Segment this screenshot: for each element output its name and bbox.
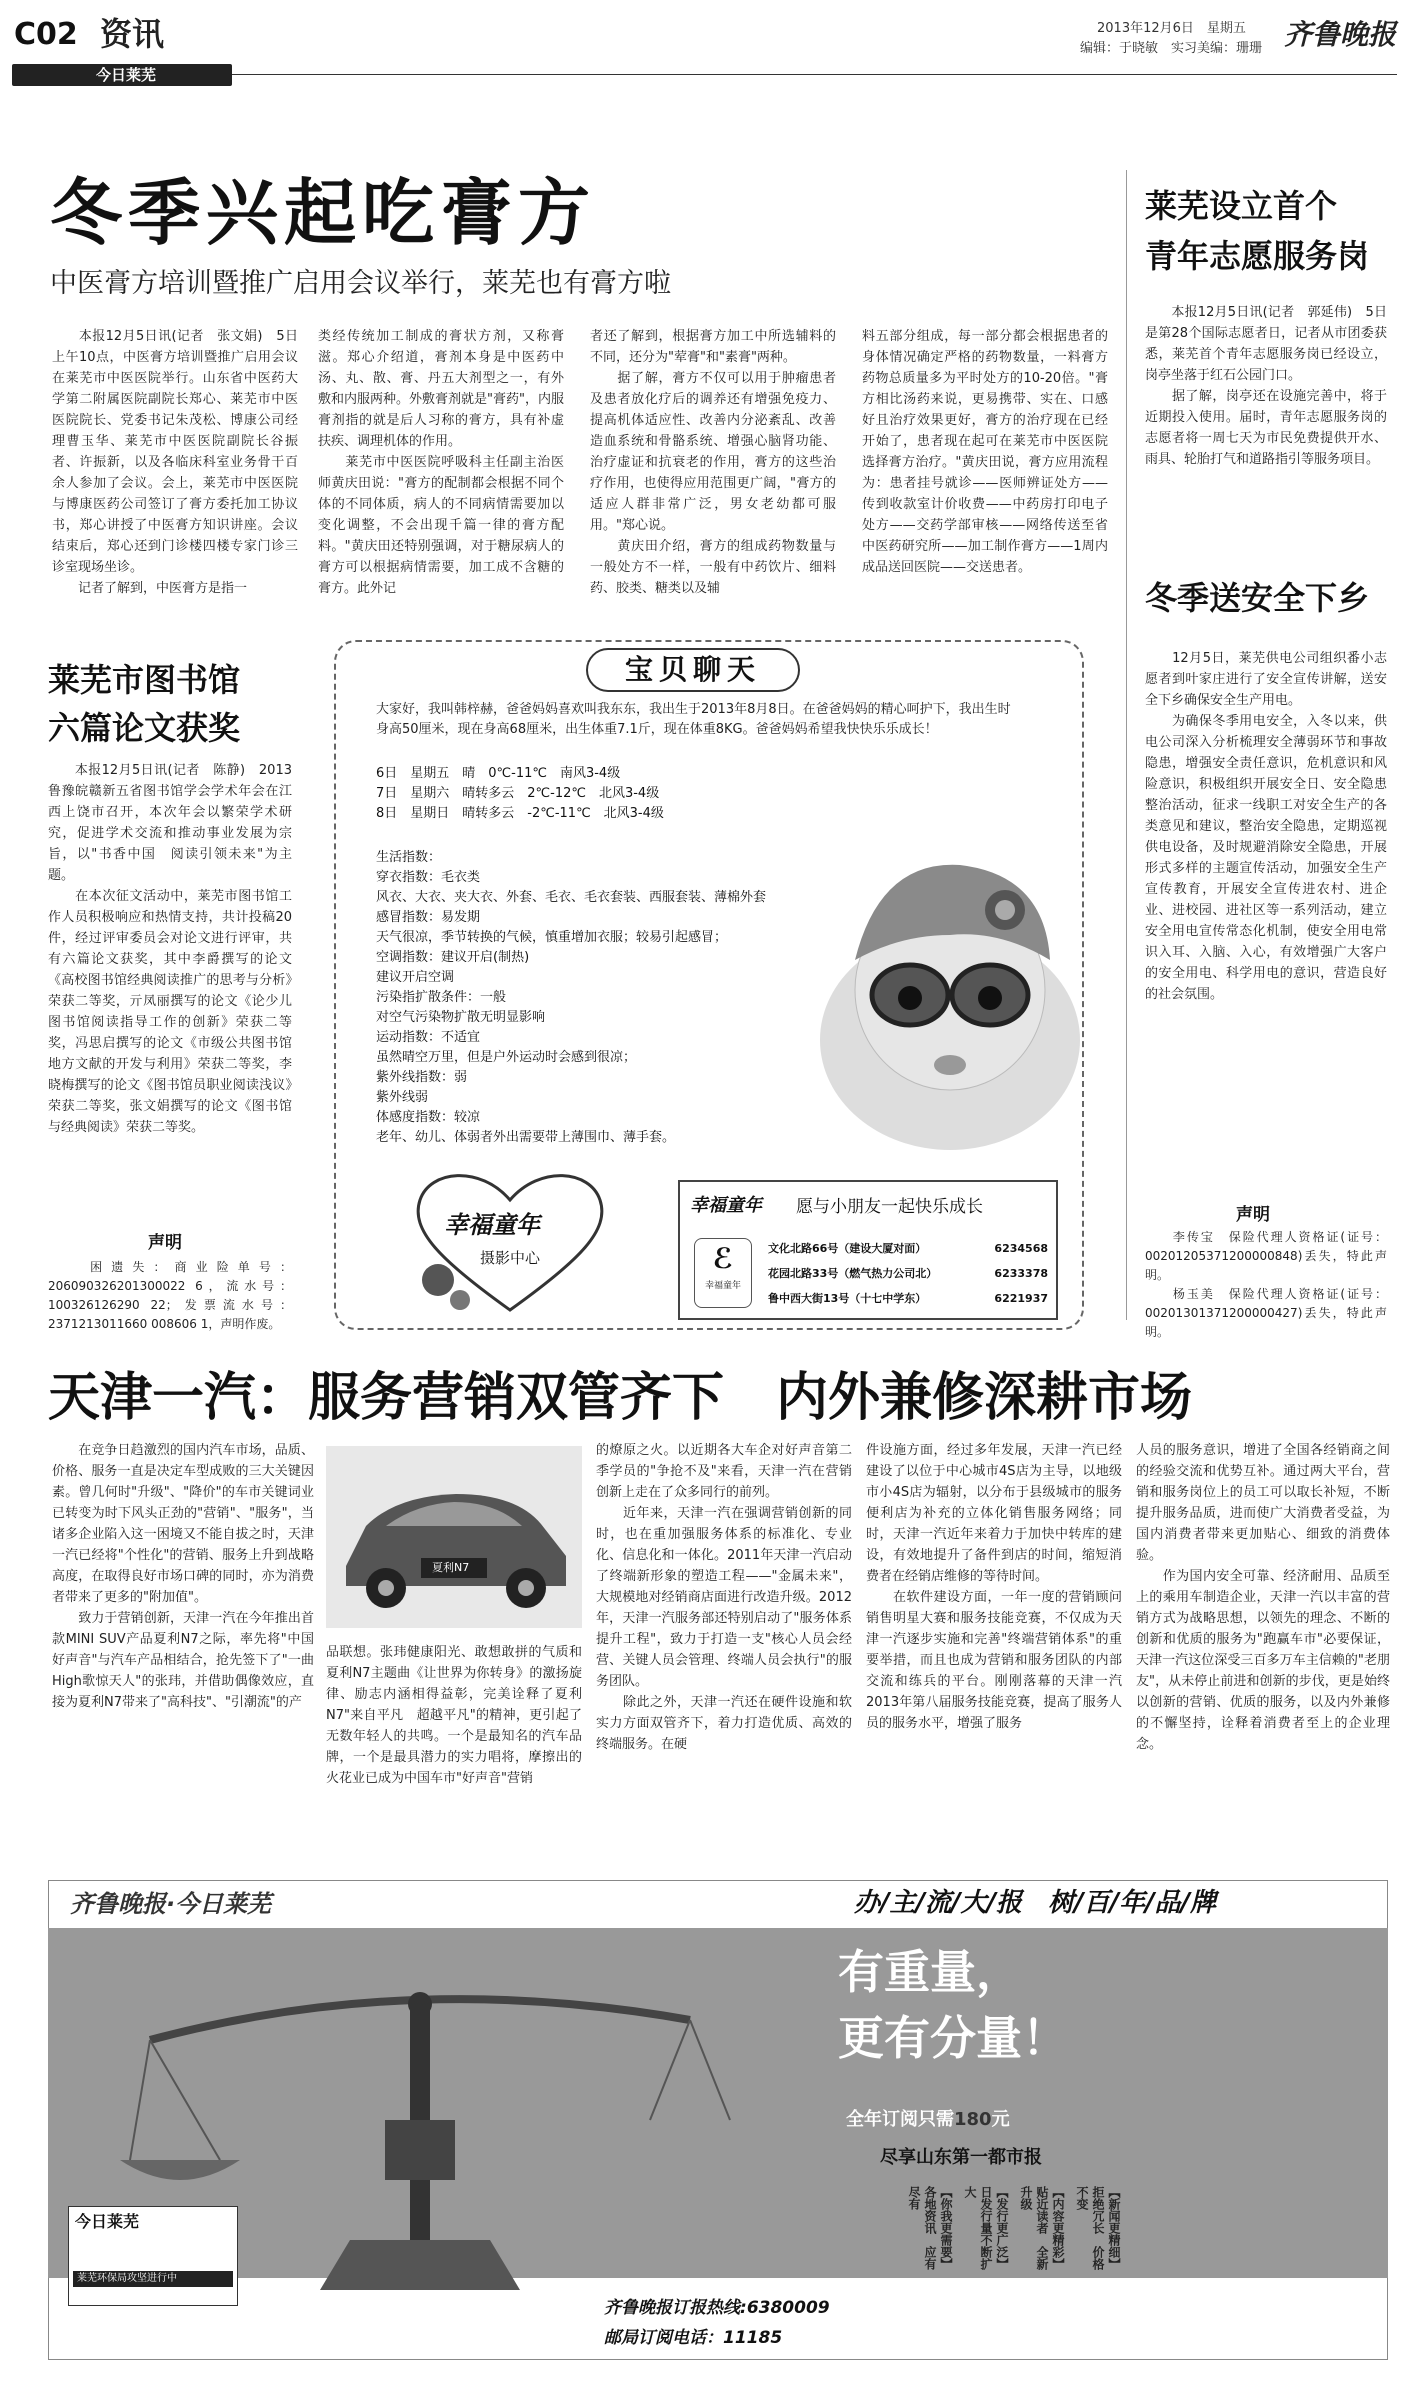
studio-logo-sub: 摄影中心: [480, 1249, 541, 1267]
address-phone: 6234568: [994, 1242, 1048, 1255]
life-index-row: 污染指扩散条件：一般: [376, 990, 507, 1005]
life-index-title: 生活指数：: [376, 850, 442, 865]
baby-illustration: [800, 840, 1100, 1140]
ad-slogan-2: 更有分量！: [838, 2011, 1068, 2065]
side-story-1-body: 本报12月5日讯(记者 郭延伟) 5日是第28个国际志愿者日，记者从市团委获悉，莱芜首个青年志愿服务岗已经设立，岗亭坐落于红石公园门口。 据了解，岗亭还在设施完善中，将于近期投入使用。届时，青年志愿服务岗的志愿者将一周七天为市民免费提供开水、雨具、轮胎打气和道路指引等服务项目。: [1145, 305, 1387, 467]
life-index-row: 对空气污染物扩散无明显影响: [376, 1010, 546, 1025]
car-plate: 夏利N7: [432, 1561, 470, 1574]
ad-brand: 齐鲁晚报·今日莱芜: [70, 1890, 272, 1918]
side-story-2-headline: 冬季送安全下乡: [1145, 579, 1370, 617]
address-row: [768, 1236, 1048, 1261]
address-text: 文化北路66号（建设大厦对面）: [768, 1242, 927, 1255]
paper-logo: 齐鲁晚报: [1284, 18, 1397, 51]
side-story-1-headline-1: 莱芜设立首个: [1145, 187, 1338, 225]
weather-row: 6日 星期五 晴 0℃-11℃ 南风3-4级: [376, 766, 621, 781]
baby-box-title: 宝贝聊天: [624, 653, 761, 686]
auto-col-4: 件设施方面，经过多年发展，天津一汽已经建设了以位于中心城市4S店为主导，以地级市小4S店为辐射，以分布于县级城市的服务便利店为补充的立体化销售服务网络；同时，天津一汽近年来着力于加快中转库的建设，有效地提升了备件到店的时间，缩短消费者在经销店维修的等待时间。 在软件建设方面，一年一度的营销顾问销售明星大赛和服务技能竞赛，不仅成为天津一汽逐步实施和完善"终端营销体系"的重要举措，而且也成为营销和服务团队的内部交流和练兵的平台。刚刚落幕的天津一汽2013年第八届服务技能竞赛，提高了服务人员的服务水平，增强了服务: [866, 1443, 1122, 1731]
address-row: [768, 1286, 1048, 1311]
address-phone: 6221937: [994, 1292, 1048, 1305]
lead-col-3: 者还了解到，根据膏方加工中所选辅料的不同，还分为"荤膏"和"素膏"两种。 据了解，膏方不仅可以用于肿瘤患者及患者放化疗后的调养还有增强免疫力、提高机体适应性、改善内分泌紊乱、改善造血系统和骨骼系统、增强心脑肾功能、治疗虚证和抗衰老的作用，膏方的这些治疗作用，也使得应用范围更广阔，"膏方的适应人群非常广泛，男女老幼都可服用。"郑心说。 黄庆田介绍，膏方的组成药物数量与一般处方不一样，一般有中药饮片、细料药、胶类、糖类以及辅: [590, 329, 836, 596]
library-notice-title: 声明: [148, 1233, 182, 1253]
studio-ad-logo-glyph: ℰ: [712, 1242, 734, 1275]
library-notice-body: 困遗失：商业险单号：206090326201300022 6，流水号：100326126290 22；发票流水号：2371213011660 008606 1，声明作废。: [48, 1260, 292, 1331]
side-notice-body: 李传宝 保险代理人资格证(证号：00201205371200000848)丢失，特此声明。 杨玉美 保险代理人资格证(证号：00201301371200000427)丢失，特此声明。: [1145, 1230, 1387, 1339]
studio-logo-text: 幸福童年: [444, 1211, 540, 1239]
ad-vertical-top: 【内容更精彩】: [1051, 2186, 1065, 2270]
life-index-row: 感冒指数：易发期: [376, 910, 481, 925]
address-phone: 6233378: [994, 1267, 1048, 1280]
studio-ad-logo-text: 幸福童年: [704, 1281, 741, 1291]
baby-photo: [800, 840, 1100, 1140]
studio-logo: [400, 1160, 620, 1320]
lead-col-2: 类经传统加工制成的膏状方剂，又称膏滋。郑心介绍道，膏剂本身是中医药中汤、丸、散、膏、丹五大剂型之一，有外敷和内服两种。外敷膏剂就是"膏药"，内服膏剂指的就是后人习称的膏方，具有补虚扶疾、调理机体的作用。 莱芜市中医医院呼吸科主任副主治医师黄庆田说："膏方的配制都会根据不同个体的不同体质，病人的不同病情需要加以变化调整，不会出现千篇一律的膏方配料。"黄庆田还特别强调，对于糖尿病人的膏方可以根据病情需要，加工成不含糖的膏方。此外记: [318, 329, 564, 596]
side-notice-title: 声明: [1236, 1205, 1270, 1225]
life-index-row: 运动指数：不适宜: [376, 1030, 481, 1045]
life-index-row: 穿衣指数：毛衣类: [376, 870, 481, 885]
ad-vertical-bottom: 贴近读者 全新升级: [1019, 2186, 1049, 2270]
editor-line: 编辑：于晓敏 实习美编：珊珊: [1080, 41, 1263, 56]
life-index-row: 空调指数：建议开启(制热): [376, 950, 530, 965]
life-index: [376, 848, 836, 1148]
car-illustration: [326, 1446, 582, 1628]
weather-row: 7日 星期六 晴转多云 2℃-12℃ 北风3-4级: [376, 786, 660, 801]
studio-ad-logo: [694, 1238, 752, 1308]
auto-col-3: 的燎原之火。以近期各大车企对好声音第二季学员的"争抢不及"来看，天津一汽在营销创新上走在了众多同行的前列。 近年来，天津一汽在强调营销创新的同时，也在重加强服务体系的标准化、专业化、信息化和一体化。2011年天津一汽启动了终端新形象的塑造工程——"金属未来"，大规模地对经销商店面进行改造升级。2012年，天津一汽服务部还特别启动了"服务体系提升工程"，致力于打造一支"核心人员会经营、关键人员会管理、终端人员会执行"的服务团队。 除此之外，天津一汽还在硬件设施和软实力方面双管齐下，着力打造优质、高效的终端服务。在硬: [596, 1443, 852, 1752]
ad-vertical-bottom: 拒绝冗长 价格不变: [1075, 2186, 1105, 2270]
studio-addresses: [768, 1236, 1048, 1311]
ad-vertical-column: [1074, 2186, 1122, 2276]
ad-hotline-label: 齐鲁晚报订报热线:: [604, 2298, 747, 2318]
lead-col-1: 本报12月5日讯(记者 张文娟) 5日上午10点，中医膏方培训暨推广启用会议在莱芜市中医医院举行。山东省中医药大学第二附属医院副院长郑心、莱芜市中医医院院长、党委书记朱茂松、博康公司经理曹玉华、莱芜市中医医院副院长谷振者、许振新，以及各临床科室业务骨干百余人参加了会议。会上，莱芜市中医医院与博康医药公司签订了膏方委托加工协议书，郑心讲授了中医膏方知识讲座。会议结束后，郑心还到门诊楼四楼专家门诊三诊室现场坐诊。 记者了解到，中医膏方是指一: [52, 329, 298, 596]
column-divider: [1126, 170, 1127, 1320]
ad-subscribe-price: 180: [954, 2109, 992, 2130]
page-code: C02: [14, 17, 78, 52]
ad-motto: 办/主/流/大/报 树/百/年/品/牌: [854, 1888, 1216, 1918]
ad-post-number: 11185: [723, 2328, 783, 2348]
page-header: [12, 12, 1397, 84]
library-headline-2: 六篇论文获奖: [48, 709, 241, 747]
life-index-row: 紫外线指数：弱: [376, 1070, 468, 1085]
life-index-row: 老年、幼儿、体弱者外出需要带上薄围巾、薄手套。: [376, 1130, 676, 1145]
ad-vertical-bottom: 日发行量不断扩大: [963, 2186, 993, 2270]
weather-list: [376, 764, 876, 824]
ad-subscribe-prefix: 全年订阅只需: [846, 2109, 954, 2130]
address-text: 花园北路33号（燃气热力公司北）: [768, 1267, 938, 1280]
mini-paper-text: 莱芜环保局攻坚进行中: [73, 2271, 233, 2287]
weather-row: 8日 星期日 晴转多云 -2℃-11℃ 北风3-4级: [376, 806, 664, 821]
lead-subheadline: 中医膏方培训暨推广启用会议举行，莱芜也有膏方啦: [50, 268, 671, 299]
mini-paper: [68, 2206, 238, 2306]
ad-vertical-column: [962, 2186, 1010, 2276]
life-index-row: 体感度指数：较凉: [376, 1110, 481, 1125]
ad-vertical-top: 【发行更广泛】: [995, 2186, 1009, 2270]
studio-ad-slogan: 愿与小朋友一起快乐成长: [796, 1197, 983, 1217]
lead-col-4: 料五部分组成，每一部分都会根据患者的身体情况确定严格的药物数量，一料膏方药物总质量多为平时处方的10-20倍。"膏方相比汤药来说，更易携带、实在、口感好且治疗效果更好，膏方的治疗现在已经开始了，患者现在起可在莱芜市中医医院选择膏方治疗。"黄庆田说，膏方应用流程为：患者挂号就诊——医师辨证处方——传到收款室计价收费——中药房打印电子处方——交药学部审核——网络传送至省中医药研究所——加工制作膏方——1周内成品送回医院——交送患者。: [862, 329, 1108, 575]
address-text: 鲁中西大街13号（十七中学东）: [768, 1292, 927, 1305]
ad-post: [604, 2326, 782, 2350]
ad-slogan-1: 有重量，: [838, 1945, 1022, 1999]
heart-icon: [400, 1160, 620, 1320]
side-story-2-body: 12月5日，莱芜供电公司组织番小志愿者到叶家庄进行了安全宣传讲解，送安全下乡确保安全生产用电。 为确保冬季用电安全，入冬以来，供电公司深入分析梳理安全薄弱环节和事故隐患，增强安全责任意识，危机意识和风险意识，积极组织开展安全日、安全隐患整治活动，征求一线职工对安全生产的各类意见和建议，整治安全隐患，定期巡视供电设备，及时规避消除安全隐患，开展形式多样的主题宣传活动，加强安全生产宣传教育，开展安全宣传进农村、进企业、进校园、进社区等一系列活动，建立安全用电宣传常态化机制，使安全用电常识入耳、入脑、入心，有效增强广大客户的安全用电、科学用电的意识，营造良好的社会氛围。: [1145, 651, 1387, 1002]
date-line: 2013年12月6日 星期五: [1097, 21, 1246, 36]
auto-col-5: 人员的服务意识，增进了全国各经销商之间的经验交流和优势互补。通过两大平台，营销和服务岗位上的员工可以取长补短，不断提升服务品质，进而使广大消费者受益，为国内消费者带来更加贴心、细致的消费体验。 作为国内安全可靠、经济耐用、品质至上的乘用车制造企业，天津一汽以丰富的营销方式为战略思想，以领先的理念、不断的创新和优质的服务为"跑赢车市"必要保证，天津一汽这位深受三百多万车主信赖的"老朋友"，从未停止前进和创新的步伐，更是始终以创新的营销、优质的服务，以及内外兼修的不懈坚持，诠释着消费者至上的企业理念。: [1136, 1443, 1390, 1752]
library-headline-1: 莱芜市图书馆: [48, 661, 241, 699]
ad-vertical-top: 【你我更需要】: [939, 2186, 953, 2270]
subsection-name: 今日莱芜: [96, 66, 157, 84]
life-index-row: 天气很凉，季节转换的气候，慎重增加衣服；较易引起感冒；: [376, 930, 728, 945]
ad-vertical-column: [1018, 2186, 1066, 2276]
life-index-row: 建议开启空调: [376, 970, 455, 985]
section-name: 资讯: [100, 15, 165, 53]
ad-hotline: [604, 2296, 830, 2320]
auto-headline: 天津一汽：服务营销双管齐下 内外兼修深耕市场: [48, 1368, 1193, 1428]
ad-vertical-bottom: 各地资讯 应有尽有: [907, 2186, 937, 2270]
mini-paper-name: 今日莱芜: [75, 2212, 140, 2231]
address-row: [768, 1261, 1048, 1286]
life-index-row: 紫外线弱: [376, 1090, 429, 1105]
studio-ad-brand: 幸福童年: [690, 1195, 762, 1216]
ad-post-label: 邮局订阅电话：: [604, 2328, 723, 2348]
baby-intro: 大家好，我叫韩梓赫，爸爸妈妈喜欢叫我东东，我出生于2013年8月8日。在爸爸妈妈的精心呵护下，我出生时身高50厘米，现在身高68厘米，出生体重7.1斤，现在体重8KG。爸爸妈妈希望我快快乐乐成长！: [376, 702, 1011, 737]
ad-hotline-number: 6380009: [746, 2298, 830, 2318]
ad-vertical-top: 【新闻更精细】: [1107, 2186, 1121, 2270]
life-index-row: 虽然晴空万里，但是户外运动时会感到很凉；: [376, 1050, 637, 1065]
ad-vertical-column: [906, 2186, 954, 2276]
ad-subscribe: [846, 2108, 1010, 2132]
ad-subscribe-suffix: 元: [991, 2109, 1010, 2130]
header-rule: [232, 74, 1397, 75]
life-index-row: 风衣、大衣、夹大衣、外套、毛衣、毛衣套装、西服套装、薄棉外套: [376, 890, 767, 905]
side-story-1-headline-2: 青年志愿服务岗: [1145, 237, 1370, 275]
library-body: 本报12月5日讯(记者 陈静) 2013鲁豫皖赣新五省图书馆学会学术年会在江西上饶市召开，本次年会以繁荣学术研究，促进学术交流和推动事业发展为宗旨，以"书香中国 阅读引领未来"为主题。 在本次征文活动中，莱芜市图书馆工作人员积极响应和热情支持，共计投稿20件，经过评审委员会对论文进行评审，共有六篇论文获奖，其中李爵撰写的论文《高校图书馆经典阅读推广的思考与分析》荣获二等奖，亓凤丽撰写的论文《论少儿图书馆阅读指导工作的创新》荣获二等奖，冯思启撰写的论文《市级公共图书馆地方文献的开发与利用》荣获二等奖，李晓梅撰写的论文《图书馆员职业阅读浅议》荣获二等奖，张文娟撰写的论文《图书馆与经典阅读》荣获二等奖。: [48, 763, 292, 1135]
ad-enjoy: 尽享山东第一都市报: [880, 2147, 1042, 2168]
auto-col-1: 在竞争日趋激烈的国内汽车市场，品质、价格、服务一直是决定车型成败的三大关键因素。曾几何时"升级"、"降价"的车市关键词业已转变为时下风头正劲的"营销"、"服务"，当诸多企业陷入这一困境又不能自拔之时，天津一汽已经将"个性化"的营销、服务上升到战略高度，在取得良好市场口碑的同时，亦为消费者带来了更多的"附加值"。 致力于营销创新，天津一汽在今年推出首款MINI SUV产品夏利N7之际，率先将"中国好声音"与汽车产品相结合，抢先签下了"一曲High歌惊天人"的张玮，并借助偶像效应，直接为夏利N7带来了"高科技"、"引潮流"的产: [52, 1443, 314, 1710]
car-photo: [326, 1446, 582, 1628]
lead-headline: 冬季兴起吃膏方: [50, 171, 597, 255]
auto-col-2: 品联想。张玮健康阳光、敢想敢拼的气质和夏利N7主题曲《让世界为你转身》的激扬旋律、励志内涵相得益彰，完美诠释了夏利N7"来自平凡 超越平凡"的精神，更引起了无数年轻人的共鸣。一个是最知名的汽车品牌，一个是最具潜力的实力唱将，摩擦出的火花业已成为中国车市"好声音"营销: [326, 1645, 582, 1786]
ad-vertical-columns: [896, 2186, 1122, 2276]
